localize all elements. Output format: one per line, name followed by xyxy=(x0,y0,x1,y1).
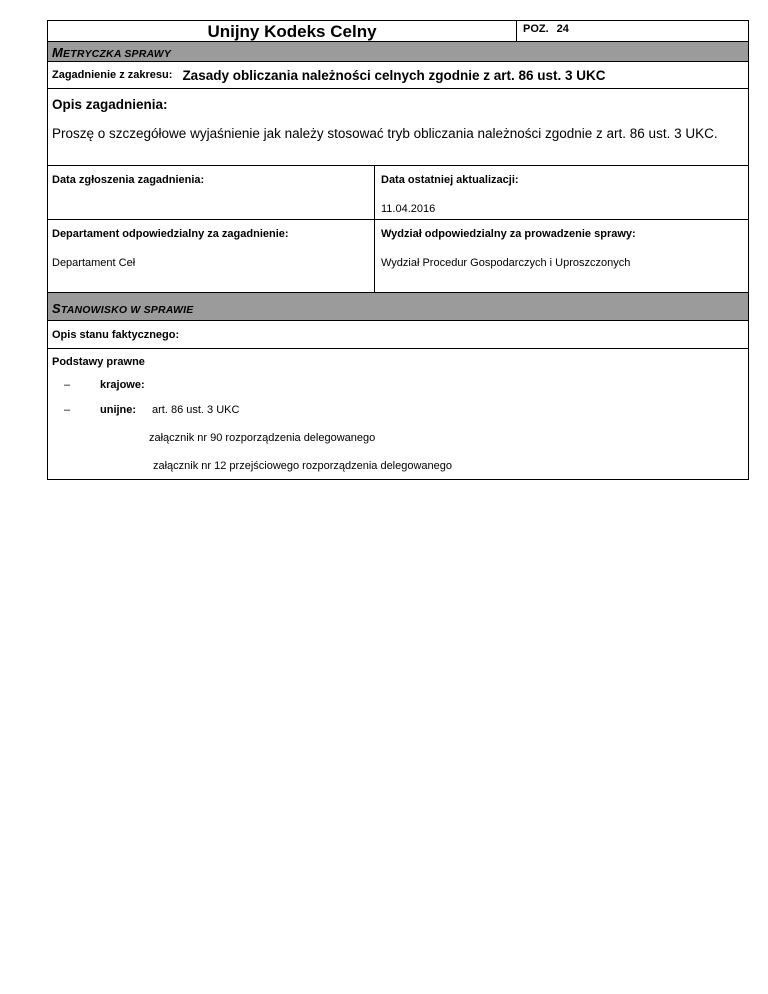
position-box xyxy=(516,21,748,41)
section-metryczka-title: ETRYCZKA SPRAWY xyxy=(63,48,172,60)
facts-description-row xyxy=(48,321,748,349)
departments-row xyxy=(48,220,748,293)
department-cell xyxy=(48,220,375,292)
issue-description-row xyxy=(48,89,748,166)
national-basis-item xyxy=(64,379,145,391)
section-stanowisko-title: TANOWISKO W SPRAWIE xyxy=(60,304,194,316)
eu-basis-item xyxy=(64,404,136,416)
eu-basis-line: załącznik nr 12 przejściowego rozporządzenia delegowanego xyxy=(153,460,453,472)
position-number: 24 xyxy=(556,23,569,35)
issue-description-text: Proszę o szczegółowe wyjaśnienie jak należy stosować tryb obliczania należności zgodnie z art. 86 ust. 3 UKC. xyxy=(52,126,718,141)
topic-label: Zagadnienie z zakresu: xyxy=(52,69,173,81)
header-row xyxy=(48,21,748,42)
section-stanowisko-initial: S xyxy=(52,301,61,316)
division-value: Wydział Procedur Gospodarczych i Uproszczonych xyxy=(381,257,631,269)
update-date-cell xyxy=(375,166,748,219)
division-cell xyxy=(375,220,748,292)
eu-basis-line: art. 86 ust. 3 UKC xyxy=(152,404,240,416)
legal-basis-heading: Podstawy prawne xyxy=(52,356,145,368)
department-label: Departament odpowiedzialny za zagadnienie: xyxy=(52,228,289,240)
topic-value: Zasady obliczania należności celnych zgodnie z art. 86 ust. 3 UKC xyxy=(182,67,606,83)
department-value: Departament Ceł xyxy=(52,257,136,269)
update-date-value: 11.04.2016 xyxy=(381,203,436,215)
dates-row xyxy=(48,166,748,220)
national-basis-label: krajowe: xyxy=(100,379,145,391)
topic-row xyxy=(48,62,748,89)
submission-date-label: Data zgłoszenia zagadnienia: xyxy=(52,174,205,186)
national-dash: – xyxy=(64,379,71,391)
section-metryczka-header xyxy=(48,42,748,62)
document-title: Unijny Kodeks Celny xyxy=(207,22,377,41)
legal-basis-row xyxy=(48,349,748,480)
position-label: POZ. xyxy=(523,23,549,35)
update-date-label: Data ostatniej aktualizacji: xyxy=(381,174,519,186)
eu-dash: – xyxy=(64,404,71,416)
document-form xyxy=(47,20,749,480)
submission-date-cell xyxy=(48,166,375,219)
eu-basis-label: unijne: xyxy=(100,404,137,416)
division-label: Wydział odpowiedzialny za prowadzenie sprawy: xyxy=(381,228,636,240)
eu-basis-line: załącznik nr 90 rozporządzenia delegowanego xyxy=(149,432,376,444)
issue-description-heading: Opis zagadnienia: xyxy=(52,97,168,112)
section-stanowisko-header xyxy=(48,293,748,321)
section-metryczka-initial: M xyxy=(52,45,64,60)
facts-description-label: Opis stanu faktycznego: xyxy=(52,329,180,341)
